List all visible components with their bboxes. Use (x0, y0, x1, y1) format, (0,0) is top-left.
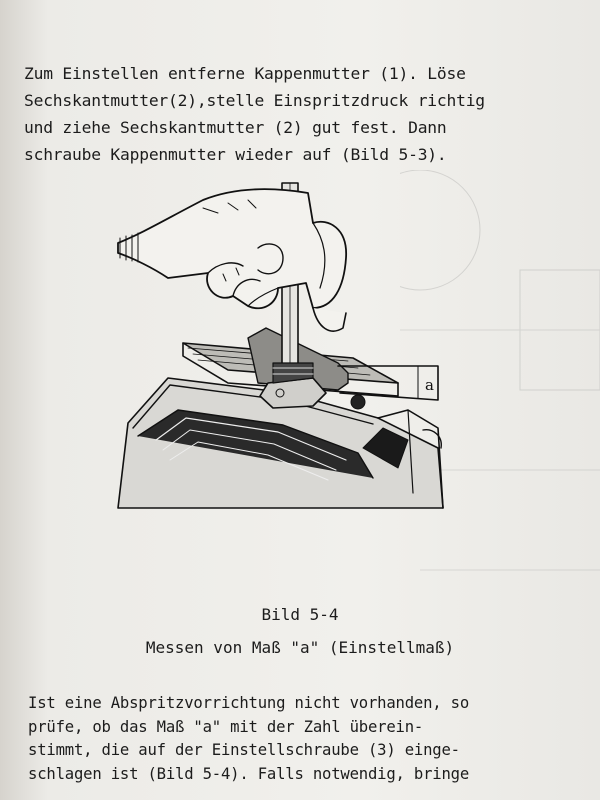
intro-line: und ziehe Sechskantmutter (2) gut fest. Dann (24, 118, 447, 137)
body-line: schlagen ist (Bild 5-4). Falls notwendig, bringe (28, 764, 470, 783)
figure-caption: Messen von Maß "a" (Einstellmaß) (145, 638, 455, 657)
body-line: stimmt, die auf der Einstellschraube (3) einge- (28, 741, 460, 759)
intro-line: schraube Kappenmutter wieder auf (Bild 5-3). (24, 145, 447, 164)
dimension-label: a (425, 376, 434, 394)
body-paragraph (28, 692, 469, 786)
intro-line: Sechskantmutter(2),stelle Einspritzdruck richtig (24, 91, 485, 110)
intro-line: Zum Einstellen entferne Kappenmutter (1). Löse (24, 64, 466, 83)
intro-paragraph (24, 60, 485, 168)
body-line: prüfe, ob das Maß "a" mit der Zahl überein- (28, 717, 424, 736)
figure-illustration (108, 178, 468, 513)
figure-number: Bild 5-4 (261, 605, 339, 624)
body-line: Ist eine Abspritzvorrichtung nicht vorhanden, so (28, 694, 470, 712)
